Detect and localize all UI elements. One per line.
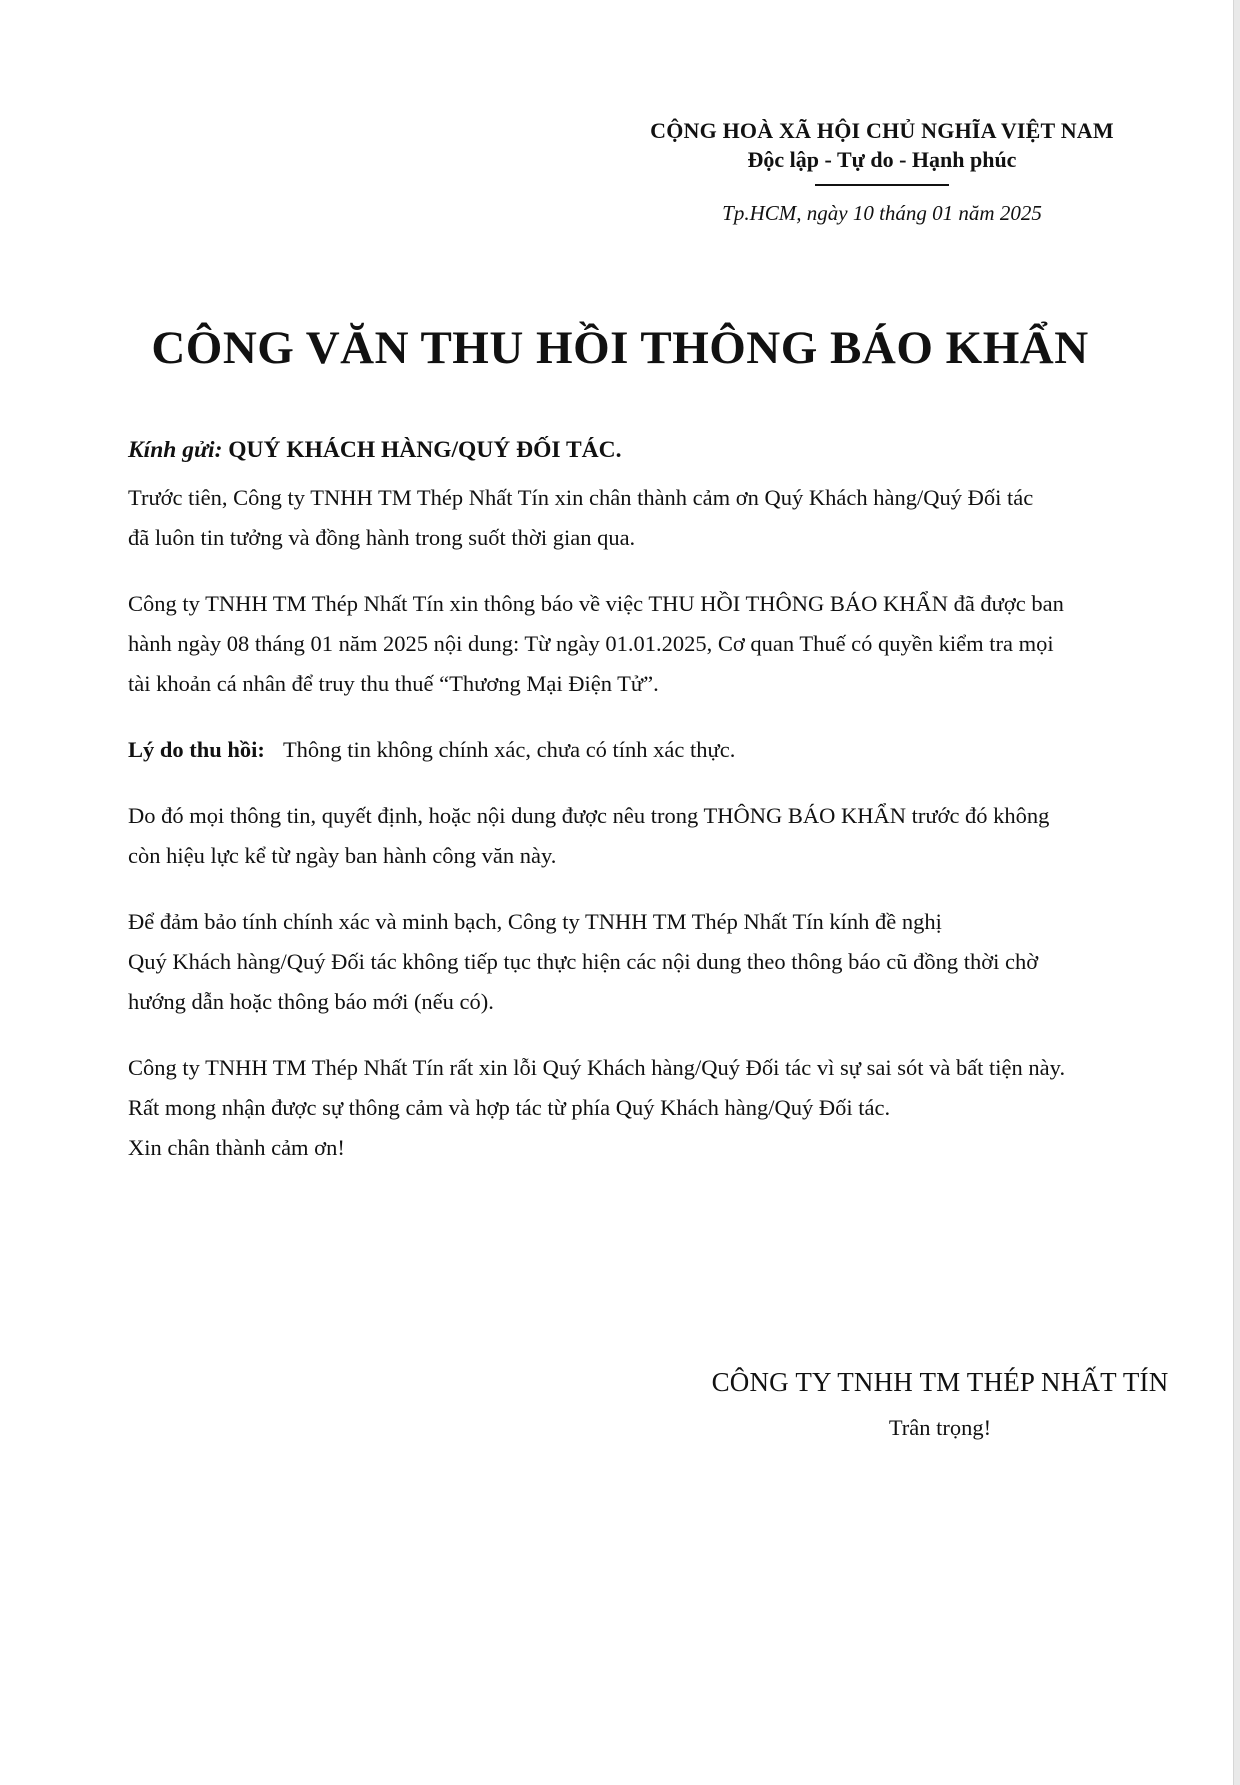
signature-block <box>680 1362 1200 1448</box>
salutation-label: Kính gửi: <box>128 437 223 463</box>
document-title: CÔNG VĂN THU HỒI THÔNG BÁO KHẨN <box>151 322 1089 374</box>
paragraph-line: Công ty TNHH TM Thép Nhất Tín rất xin lỗi Quý Khách hàng/Quý Đối tác vì sự sai sót và bất tiện này. <box>128 1055 1066 1080</box>
paragraph-line: Quý Khách hàng/Quý Đối tác không tiếp tục thực hiện các nội dung theo thông báo cũ đồng thời chờ <box>128 949 1039 974</box>
reason-text: Thông tin không chính xác, chưa có tính xác thực. <box>282 737 736 762</box>
motto-underline <box>815 184 949 186</box>
paragraph-line: Rất mong nhận được sự thông cảm và hợp tác từ phía Quý Khách hàng/Quý Đối tác. <box>128 1095 891 1120</box>
reason-label: Lý do thu hồi: <box>128 737 265 762</box>
nation-name: CỘNG HOÀ XÃ HỘI CHỦ NGHĨA VIỆT NAM <box>650 118 1114 143</box>
paragraph-line: đã luôn tin tưởng và đồng hành trong suốt thời gian qua. <box>128 525 636 550</box>
paragraph-line: Do đó mọi thông tin, quyết định, hoặc nội dung được nêu trong THÔNG BÁO KHẨN trước đó không <box>128 803 1050 828</box>
paragraph-announcement <box>128 584 1208 704</box>
paragraph-line: Xin chân thành cảm ơn! <box>128 1135 345 1160</box>
paragraph-line: Công ty TNHH TM Thép Nhất Tín xin thông báo về việc THU HỒI THÔNG BÁO KHẨN đã được ban <box>128 591 1064 616</box>
reason-line <box>128 730 1208 770</box>
paragraph-invalidity <box>128 796 1208 876</box>
paragraph-reason <box>128 730 1208 770</box>
document-body <box>128 430 1208 1194</box>
signature-company: CÔNG TY TNHH TM THÉP NHẤT TÍN <box>711 1367 1169 1397</box>
paragraph-apology <box>128 1048 1208 1168</box>
paragraph-line: hành ngày 08 tháng 01 năm 2025 nội dung: Từ ngày 01.01.2025, Cơ quan Thuế có quyền kiểm tra mọi <box>128 631 1054 656</box>
national-motto: Độc lập - Tự do - Hạnh phúc <box>747 147 1017 172</box>
place-date: Tp.HCM, ngày 10 tháng 01 năm 2025 <box>722 201 1042 225</box>
paragraph-line: tài khoản cá nhân để truy thu thuế “Thương Mại Điện Tử”. <box>128 671 659 696</box>
national-header <box>620 116 1144 186</box>
paragraph-line: hướng dẫn hoặc thông báo mới (nếu có). <box>128 989 494 1014</box>
paragraph-line: Trước tiên, Công ty TNHH TM Thép Nhất Tín xin chân thành cảm ơn Quý Khách hàng/Quý Đối tác <box>128 485 1034 510</box>
salutation-recipient: QUÝ KHÁCH HÀNG/QUÝ ĐỐI TÁC. <box>228 437 622 463</box>
page-edge <box>1233 0 1240 1785</box>
salutation <box>128 430 1208 470</box>
paragraph-request <box>128 902 1208 1022</box>
paragraph-line: còn hiệu lực kể từ ngày ban hành công văn này. <box>128 843 557 868</box>
signature-regards: Trân trọng! <box>888 1415 992 1440</box>
paragraph-thanks <box>128 478 1208 558</box>
paragraph-line: Để đảm bảo tính chính xác và minh bạch, Công ty TNHH TM Thép Nhất Tín kính đề nghị <box>128 909 942 934</box>
